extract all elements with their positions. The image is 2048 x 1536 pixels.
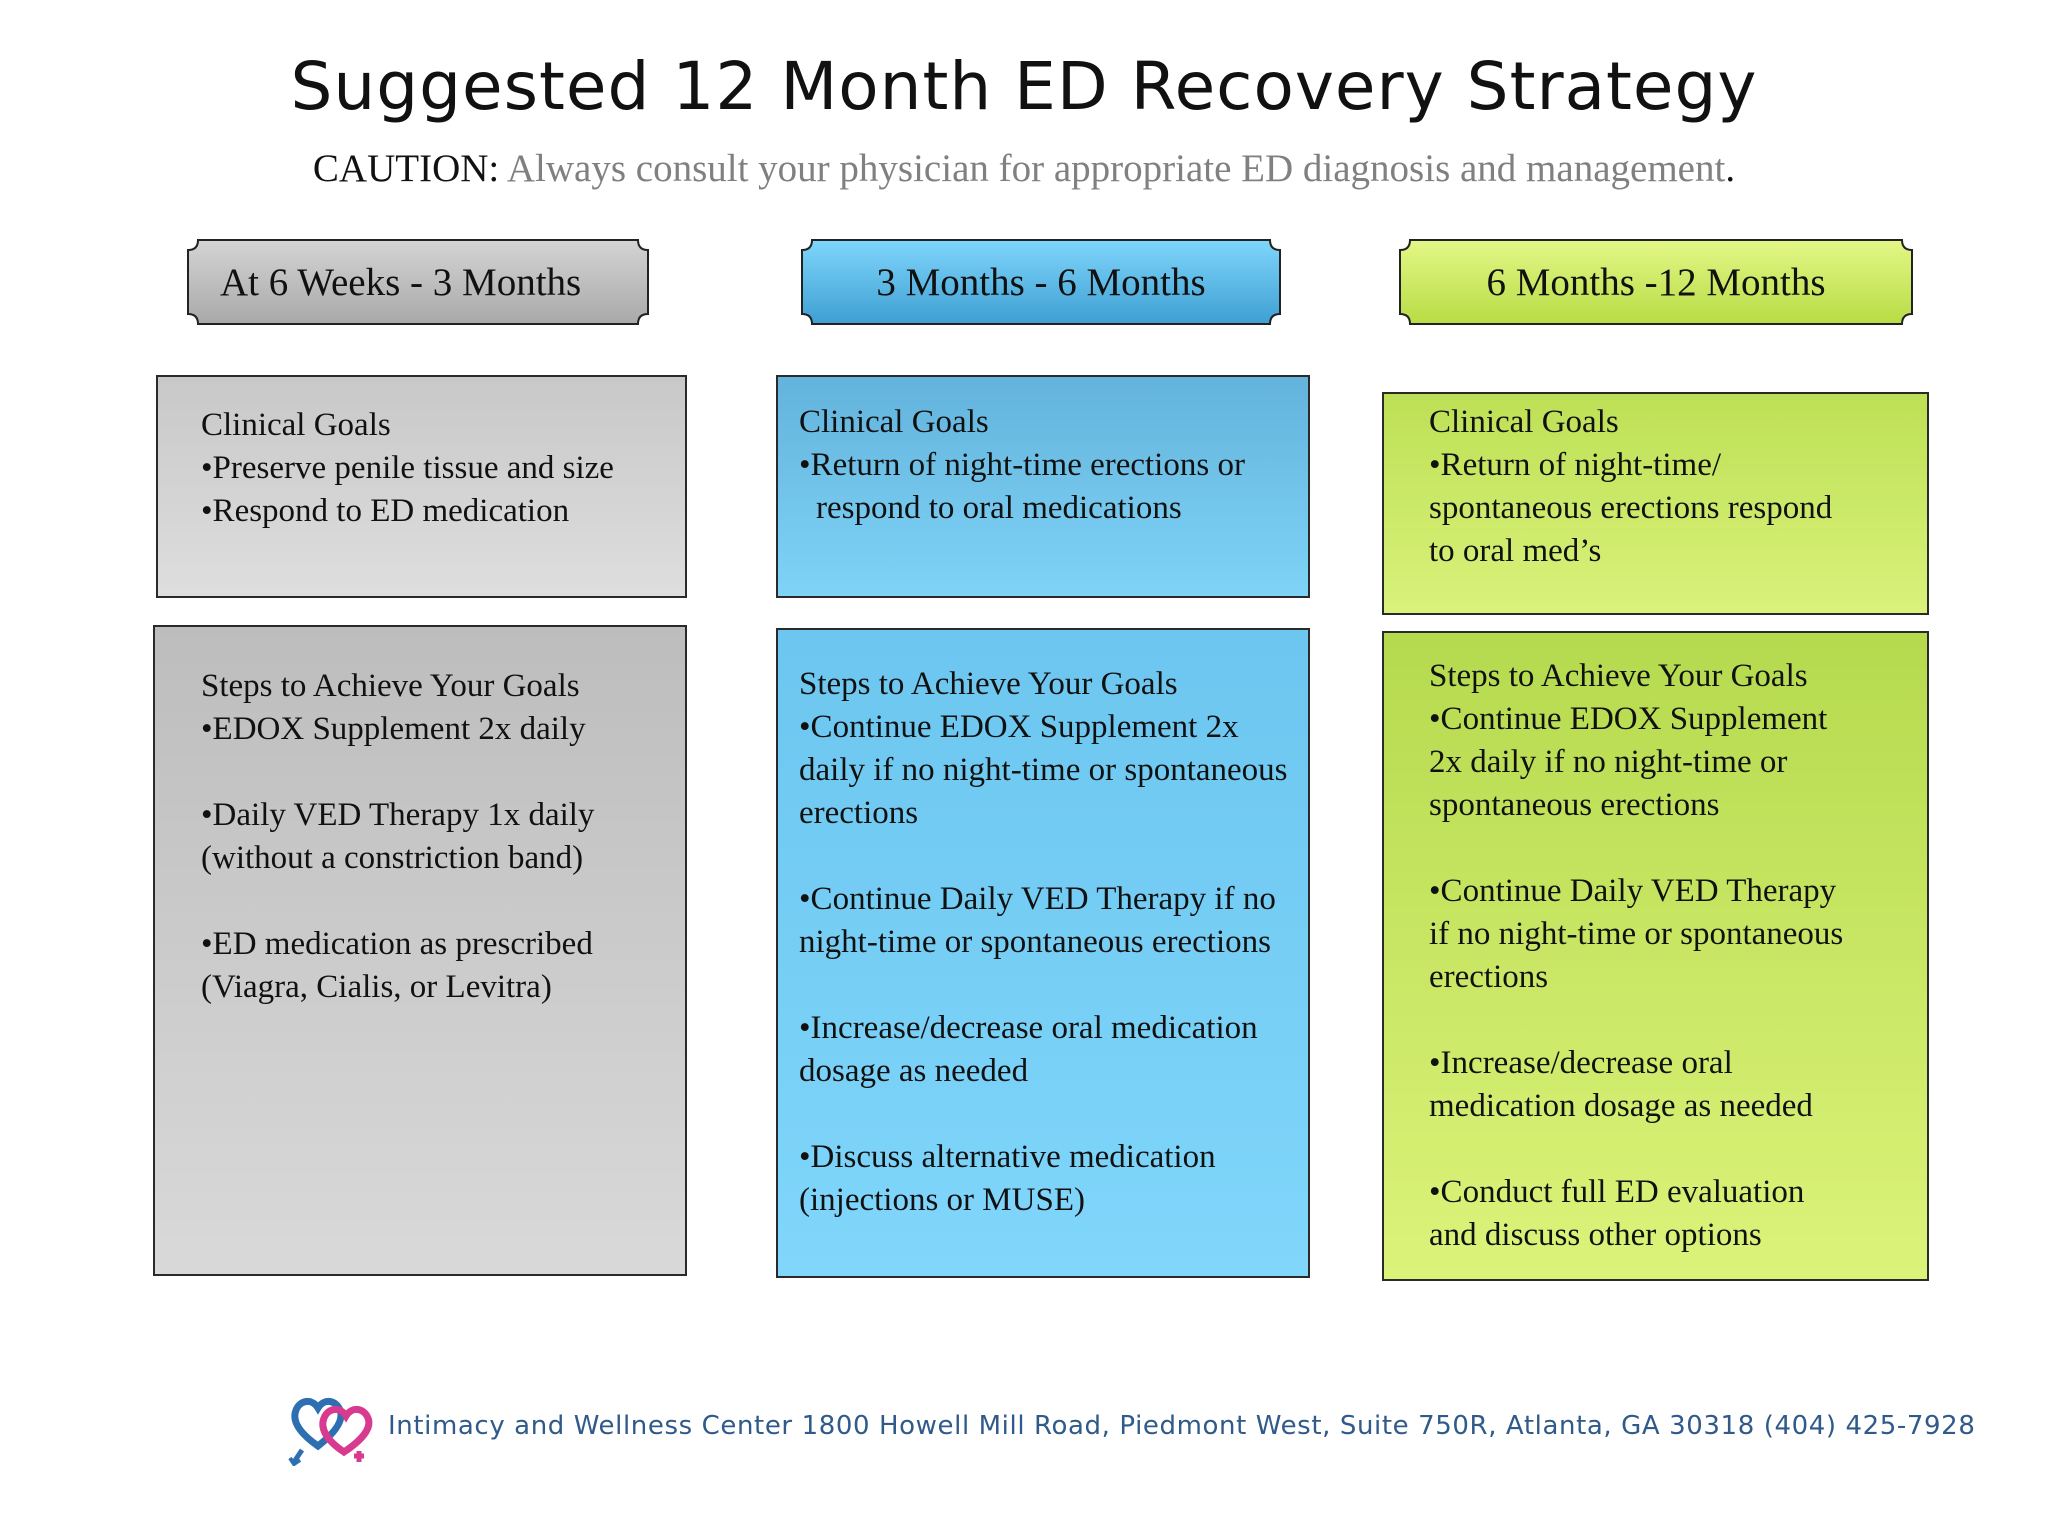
steps-heading: Steps to Achieve Your Goals: [1429, 658, 1808, 694]
caution-period: .: [1725, 147, 1736, 190]
step-line: daily if no night-time or spontaneous: [799, 752, 1288, 788]
step-line: and discuss other options: [1429, 1217, 1762, 1253]
step-line: •Increase/decrease oral: [1429, 1045, 1733, 1081]
phase-label: 3 Months - 6 Months: [876, 260, 1206, 304]
clinical-goals-box-phase1: [156, 375, 687, 598]
step-line: •Discuss alternative medication: [799, 1139, 1216, 1175]
step-line: if no night-time or spontaneous: [1429, 916, 1844, 952]
phase-label: 6 Months -12 Months: [1486, 260, 1826, 304]
steps-box-phase2: [776, 628, 1310, 1278]
goal-line: •Preserve penile tissue and size: [201, 450, 614, 486]
clinical-goals-box-phase2: [776, 375, 1310, 598]
step-line: •EDOX Supplement 2x daily: [201, 711, 586, 747]
step-line: •Daily VED Therapy 1x daily: [201, 797, 595, 833]
caution-label: CAUTION:: [312, 147, 500, 190]
goals-heading: Clinical Goals: [799, 404, 989, 440]
goal-line: •Return of night-time erections or: [799, 447, 1245, 483]
goal-line: •Respond to ED medication: [201, 493, 570, 529]
step-line: •Continue Daily VED Therapy if no: [799, 881, 1276, 917]
phase-header-6-12months: [1398, 238, 1914, 326]
step-line: (without a constriction band): [201, 840, 584, 876]
steps-heading: Steps to Achieve Your Goals: [201, 668, 580, 704]
goals-heading: Clinical Goals: [1429, 404, 1619, 440]
step-line: •Conduct full ED evaluation: [1429, 1174, 1805, 1210]
goal-line: to oral med’s: [1429, 533, 1602, 569]
goal-line: respond to oral medications: [816, 490, 1182, 526]
steps-box-phase1: [153, 625, 687, 1276]
step-line: •ED medication as prescribed: [201, 926, 593, 962]
phase-label: At 6 Weeks - 3 Months: [220, 260, 582, 304]
step-line: (Viagra, Cialis, or Levitra): [201, 969, 552, 1005]
footer-address: Intimacy and Wellness Center 1800 Howell Mill Road, Piedmont West, Suite 750R, Atlanta, GA 30318 (404) 425-7928: [388, 1411, 1976, 1441]
goal-line: •Return of night-time/: [1429, 447, 1722, 483]
step-line: night-time or spontaneous erections: [799, 924, 1271, 960]
step-line: erections: [799, 795, 919, 831]
step-line: spontaneous erections: [1429, 787, 1720, 823]
step-line: •Continue Daily VED Therapy: [1429, 873, 1837, 909]
step-line: •Continue EDOX Supplement 2x: [799, 709, 1239, 745]
page-title: Suggested 12 Month ED Recovery Strategy: [290, 48, 1758, 125]
steps-box-phase3: [1382, 631, 1929, 1281]
step-line: •Continue EDOX Supplement: [1429, 701, 1828, 737]
intertwined-hearts-logo-icon: [288, 1386, 380, 1466]
caution-message: Always consult your physician for appropriate ED diagnosis and management: [506, 147, 1726, 190]
phase-header-3-6months: [800, 238, 1282, 326]
step-line: 2x daily if no night-time or: [1429, 744, 1788, 780]
goal-line: spontaneous erections respond: [1429, 490, 1833, 526]
step-line: (injections or MUSE): [799, 1182, 1085, 1218]
steps-heading: Steps to Achieve Your Goals: [799, 666, 1178, 702]
caution-notice: [0, 146, 2048, 191]
step-line: dosage as needed: [799, 1053, 1029, 1089]
step-line: •Increase/decrease oral medication: [799, 1010, 1258, 1046]
phase-header-6weeks-3months: [186, 238, 650, 326]
step-line: medication dosage as needed: [1429, 1088, 1813, 1124]
clinical-goals-box-phase3: [1382, 392, 1929, 615]
step-line: erections: [1429, 959, 1549, 995]
goals-heading: Clinical Goals: [201, 407, 391, 443]
footer: [288, 1386, 1976, 1466]
